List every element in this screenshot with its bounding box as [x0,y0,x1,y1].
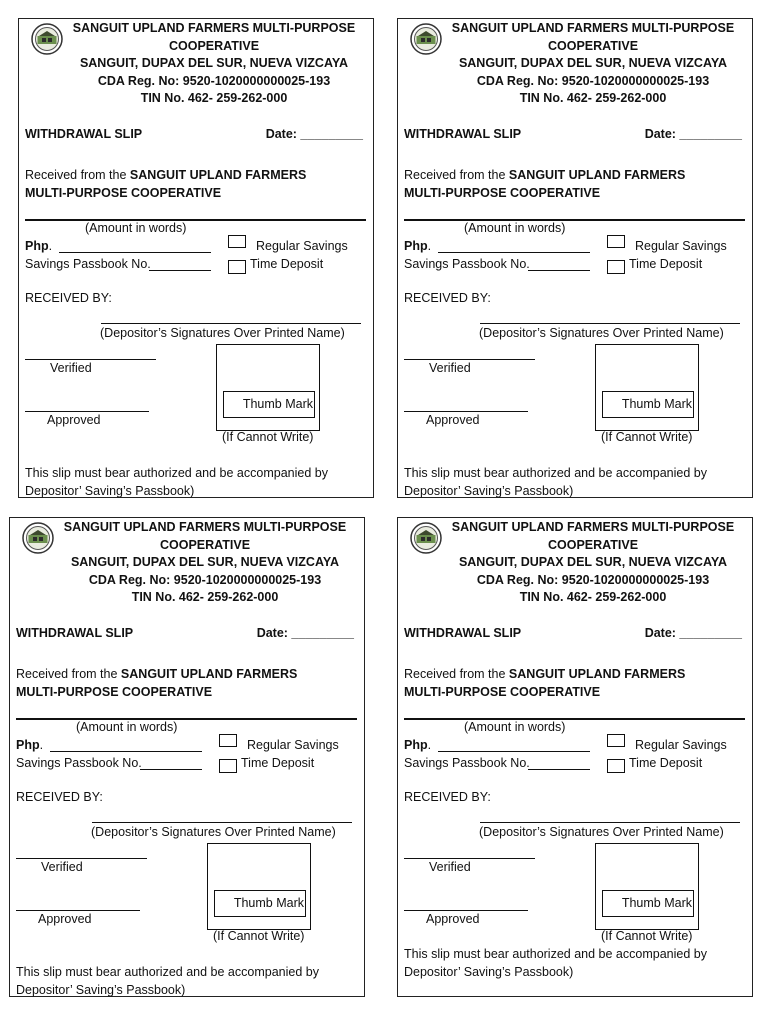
depositor-signature-field[interactable] [101,323,361,324]
received-from-prefix: Received from the [404,667,509,681]
verified-label: Verified [429,361,471,375]
slip-title: WITHDRAWAL SLIP [404,127,522,141]
header-line-2: COOPERATIVE [168,38,260,53]
if-cannot-write-caption: (If Cannot Write) [222,430,314,444]
slip-title: WITHDRAWAL SLIP [16,626,134,640]
amount-in-words-caption: (Amount in words) [464,221,566,235]
slip-footer-note: This slip must bear authorized and be accompanied by Depositor’ Saving’s Passbook) [16,965,319,997]
received-from-org: SANGUIT UPLAND FARMERS MULTI-PURPOSE COOPERATIVE [16,667,298,699]
approved-label: Approved [426,912,480,926]
received-by-label: RECEIVED BY: [404,790,491,804]
received-from-text [25,166,345,202]
php-label [404,239,431,253]
header-address: SANGUIT, DUPAX DEL SUR, NUEVA VIZCAYA [458,56,728,70]
slip-title: WITHDRAWAL SLIP [25,127,143,141]
passbook-label: Savings Passbook No. [16,756,142,770]
cooperative-seal-icon [31,23,63,55]
header-line-1: SANGUIT UPLAND FARMERS MULTI-PURPOSE [72,21,356,35]
verified-signature-field[interactable] [25,359,156,360]
header-address: SANGUIT, DUPAX DEL SUR, NUEVA VIZCAYA [70,555,340,569]
received-from-prefix: Received from the [25,168,130,182]
if-cannot-write-caption: (If Cannot Write) [213,929,305,943]
amount-in-words-line[interactable] [16,718,357,720]
regular-savings-label: Regular Savings [247,738,339,752]
amount-in-words-caption: (Amount in words) [464,720,566,734]
header-tin: TIN No. 462- 259-262-000 [519,590,667,604]
passbook-label: Savings Passbook No. [404,756,530,770]
thumb-mark-box[interactable] [595,843,699,930]
verified-signature-field[interactable] [404,359,535,360]
time-deposit-label: Time Deposit [241,756,315,770]
php-amount-field[interactable] [438,751,590,752]
thumb-mark-box[interactable] [216,344,320,431]
time-deposit-label: Time Deposit [629,756,703,770]
verified-label: Verified [50,361,92,375]
approved-signature-field[interactable] [404,411,528,412]
passbook-number-field[interactable] [140,769,202,770]
time-deposit-label: Time Deposit [250,257,324,271]
php-dot: . [39,738,44,752]
php-dot: . [48,239,53,253]
date-field[interactable]: Date: _________ [265,127,363,141]
depositor-signature-field[interactable] [480,822,740,823]
received-from-text [404,166,724,202]
thumb-mark-label: Thumb Mark [602,890,694,917]
time-deposit-checkbox[interactable] [607,759,625,773]
time-deposit-label: Time Deposit [629,257,703,271]
received-from-prefix: Received from the [404,168,509,182]
header-cda-reg: CDA Reg. No: 9520-1020000000025-193 [88,572,322,587]
php-amount-field[interactable] [438,252,590,253]
passbook-number-field[interactable] [528,769,590,770]
received-from-org: SANGUIT UPLAND FARMERS MULTI-PURPOSE COOPERATIVE [25,168,307,200]
thumb-mark-box[interactable] [595,344,699,431]
header-line-1: SANGUIT UPLAND FARMERS MULTI-PURPOSE [63,520,347,534]
thumb-mark-label: Thumb Mark [602,391,694,418]
received-by-label: RECEIVED BY: [404,291,491,305]
php-dot: . [427,239,432,253]
php-text: Php [16,738,40,752]
cooperative-header [54,519,356,607]
approved-signature-field[interactable] [25,411,149,412]
cooperative-seal-icon [410,23,442,55]
slip-footer-note: This slip must bear authorized and be accompanied by Depositor’ Saving’s Passbook) [404,466,707,498]
if-cannot-write-caption: (If Cannot Write) [601,929,693,943]
slip-footer-note: This slip must bear authorized and be accompanied by Depositor’ Saving’s Passbook) [25,466,328,498]
thumb-mark-box[interactable] [207,843,311,930]
received-from-text [404,665,724,701]
amount-in-words-line[interactable] [404,219,745,221]
received-by-label: RECEIVED BY: [25,291,112,305]
passbook-label: Savings Passbook No. [404,257,530,271]
php-dot: . [427,738,432,752]
withdrawal-slip-2 [397,18,753,498]
signature-caption: (Depositor’s Signatures Over Printed Name) [100,326,345,340]
received-from-org: SANGUIT UPLAND FARMERS MULTI-PURPOSE COOPERATIVE [404,168,686,200]
php-label [404,738,431,752]
depositor-signature-field[interactable] [480,323,740,324]
approved-label: Approved [426,413,480,427]
cooperative-seal-icon [410,522,442,554]
signature-caption: (Depositor’s Signatures Over Printed Name) [479,825,724,839]
passbook-number-field[interactable] [528,270,590,271]
verified-signature-field[interactable] [404,858,535,859]
regular-savings-label: Regular Savings [256,239,348,253]
thumb-mark-label: Thumb Mark [214,890,306,917]
cooperative-seal-icon [22,522,54,554]
regular-savings-checkbox[interactable] [607,734,625,747]
approved-label: Approved [38,912,92,926]
received-by-label: RECEIVED BY: [16,790,103,804]
passbook-label: Savings Passbook No. [25,257,151,271]
signature-caption: (Depositor’s Signatures Over Printed Name) [91,825,336,839]
verified-signature-field[interactable] [16,858,147,859]
header-tin: TIN No. 462- 259-262-000 [131,590,279,604]
approved-signature-field[interactable] [16,910,140,911]
header-line-1: SANGUIT UPLAND FARMERS MULTI-PURPOSE [451,520,735,534]
amount-in-words-line[interactable] [404,718,745,720]
depositor-signature-field[interactable] [92,822,352,823]
cooperative-header [442,20,744,108]
header-cda-reg: CDA Reg. No: 9520-1020000000025-193 [476,73,710,88]
date-field[interactable]: Date: _________ [644,626,742,640]
header-line-1: SANGUIT UPLAND FARMERS MULTI-PURPOSE [451,21,735,35]
slip-title: WITHDRAWAL SLIP [404,626,522,640]
verified-label: Verified [41,860,83,874]
time-deposit-checkbox[interactable] [607,260,625,274]
header-tin: TIN No. 462- 259-262-000 [519,91,667,105]
approved-label: Approved [47,413,101,427]
time-deposit-checkbox[interactable] [219,759,237,773]
passbook-number-field[interactable] [149,270,211,271]
approved-signature-field[interactable] [404,910,528,911]
time-deposit-checkbox[interactable] [228,260,246,274]
date-field[interactable]: Date: _________ [644,127,742,141]
received-from-prefix: Received from the [16,667,121,681]
signature-caption: (Depositor’s Signatures Over Printed Name) [479,326,724,340]
header-line-2: COOPERATIVE [547,38,639,53]
header-line-2: COOPERATIVE [159,537,251,552]
date-field[interactable]: Date: _________ [256,626,354,640]
php-amount-field[interactable] [50,751,202,752]
withdrawal-slip-1 [18,18,374,498]
regular-savings-checkbox[interactable] [607,235,625,248]
slip-footer-note: This slip must bear authorized and be accompanied by Depositor’ Saving’s Passbook) [404,947,707,979]
header-address: SANGUIT, DUPAX DEL SUR, NUEVA VIZCAYA [79,56,349,70]
received-from-org: SANGUIT UPLAND FARMERS MULTI-PURPOSE COOPERATIVE [404,667,686,699]
regular-savings-checkbox[interactable] [228,235,246,248]
amount-in-words-caption: (Amount in words) [85,221,187,235]
thumb-mark-label: Thumb Mark [223,391,315,418]
header-address: SANGUIT, DUPAX DEL SUR, NUEVA VIZCAYA [458,555,728,569]
amount-in-words-line[interactable] [25,219,366,221]
if-cannot-write-caption: (If Cannot Write) [601,430,693,444]
php-text: Php [404,239,428,253]
received-from-text [16,665,336,701]
php-label [25,239,52,253]
regular-savings-checkbox[interactable] [219,734,237,747]
withdrawal-slip-3 [9,517,365,997]
header-cda-reg: CDA Reg. No: 9520-1020000000025-193 [97,73,331,88]
withdrawal-slip-4 [397,517,753,997]
verified-label: Verified [429,860,471,874]
cooperative-header [442,519,744,607]
header-tin: TIN No. 462- 259-262-000 [140,91,288,105]
php-label [16,738,43,752]
php-amount-field[interactable] [59,252,211,253]
regular-savings-label: Regular Savings [635,738,727,752]
php-text: Php [404,738,428,752]
cooperative-header [63,20,365,108]
amount-in-words-caption: (Amount in words) [76,720,178,734]
regular-savings-label: Regular Savings [635,239,727,253]
header-cda-reg: CDA Reg. No: 9520-1020000000025-193 [476,572,710,587]
php-text: Php [25,239,49,253]
header-line-2: COOPERATIVE [547,537,639,552]
